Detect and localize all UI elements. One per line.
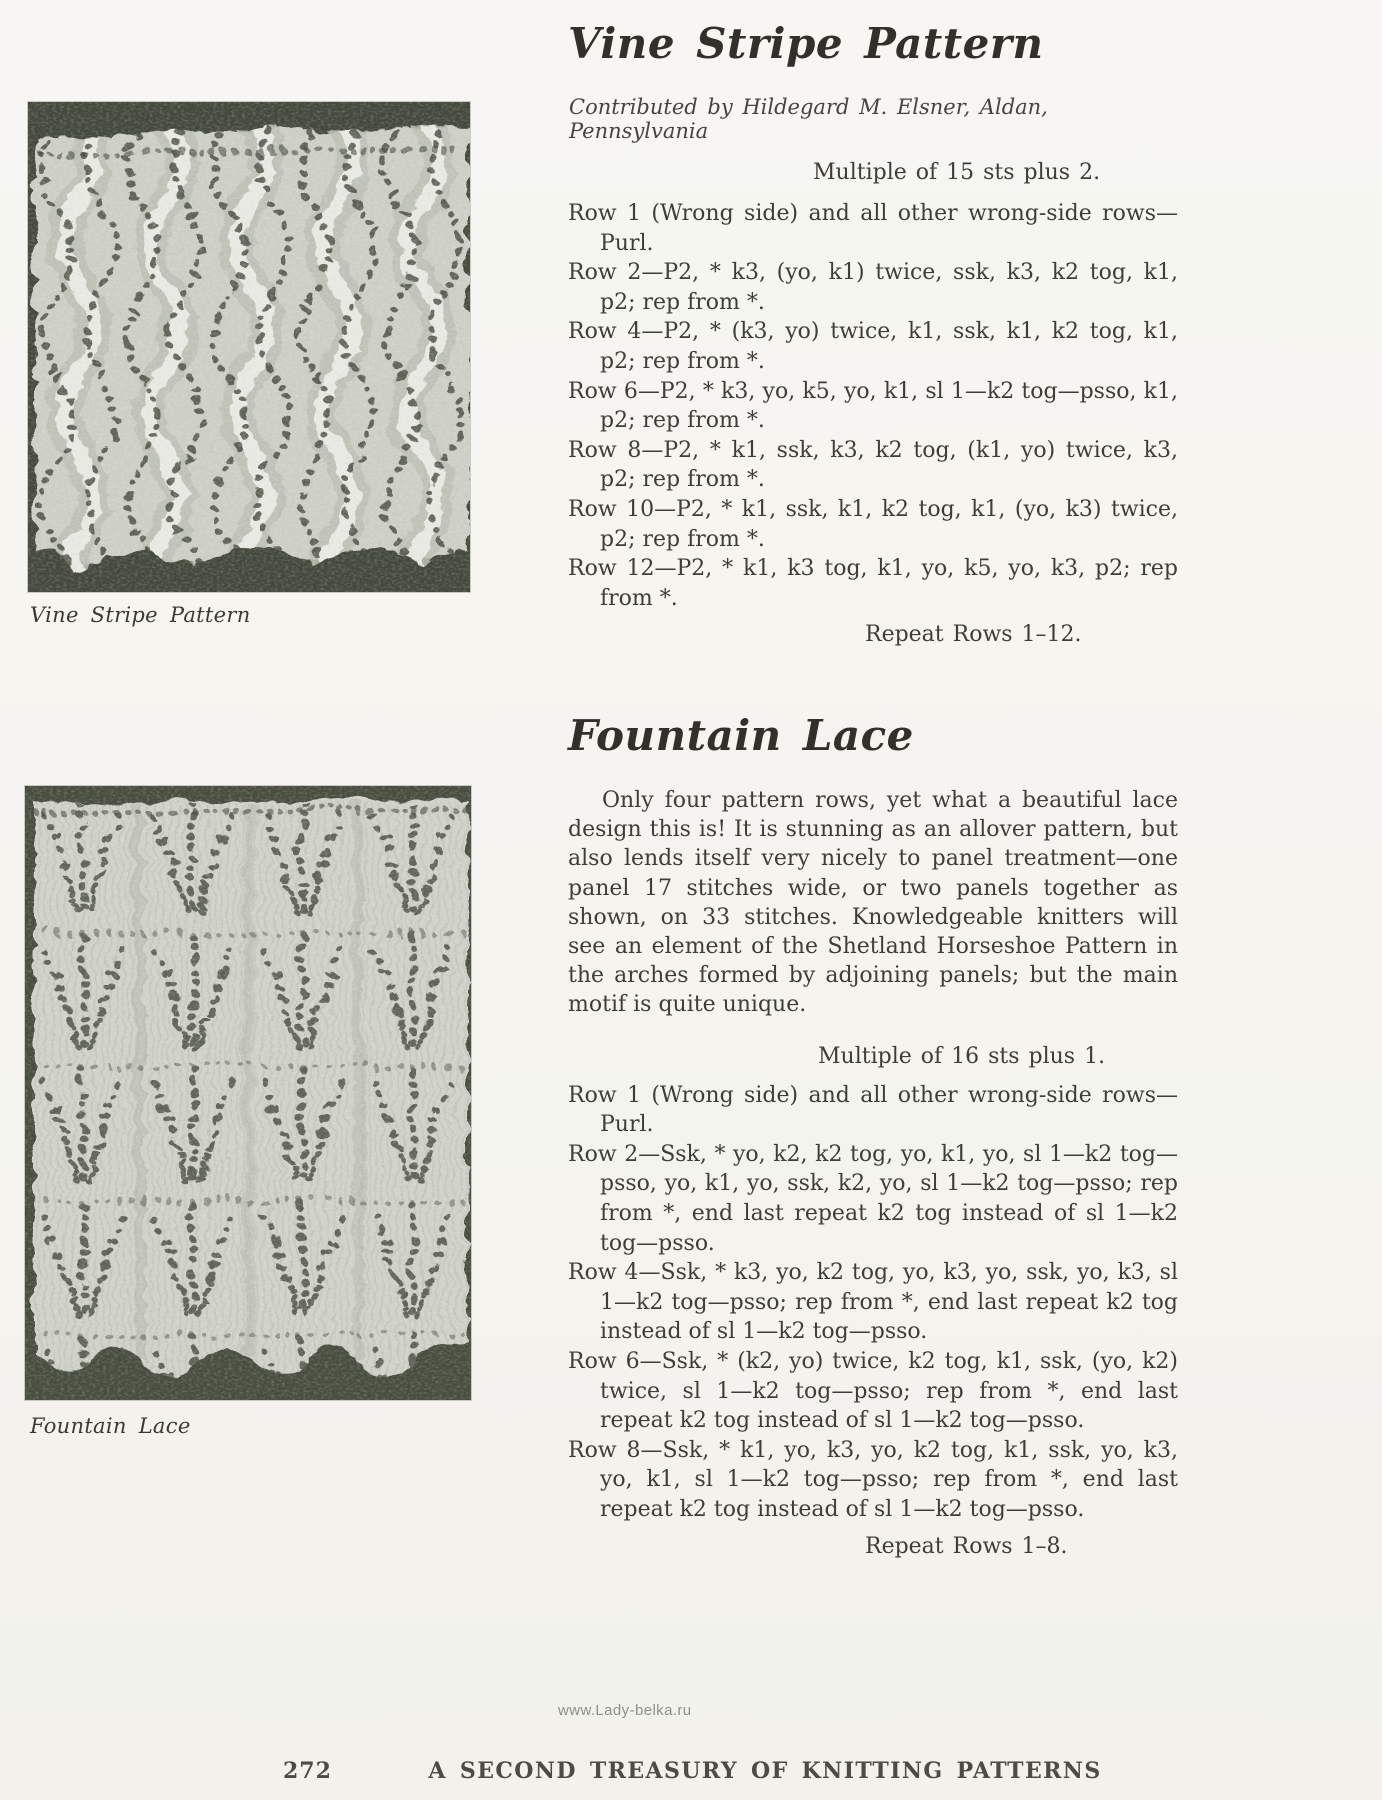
vine-row-10: Row 10—P2, * k1, ssk, k1, k2 tog, k1, (yo, k3) twice, p2; rep from *. <box>568 496 1178 552</box>
vine-stripe-title: Vine Stripe Pattern <box>568 19 1044 68</box>
fountain-intro-paragraph: Only four pattern rows, yet what a beautiful lace design this is! It is stunning as an allover pattern, but also lends itself very nicely to panel treatment—one panel 17 stitches wide, or two panels together as shown, on 33 stitches. Knowledgeable knitters will see an element of the Shetland Horseshoe Pattern in the arches formed by adjoining panels; but the main motif is quite unique. <box>568 788 1178 1018</box>
vine-repeat-line: Repeat Rows 1–12. <box>865 622 1082 648</box>
vine-row-2: Row 2—P2, * k3, (yo, k1) twice, ssk, k3, k2 tog, k1, p2; rep from *. <box>568 260 1178 315</box>
vine-row-8: Row 8—P2, * k1, ssk, k3, k2 tog, (k1, yo) twice, k3, p2; rep from *. <box>568 437 1178 493</box>
vine-row-4: Row 4—P2, * (k3, yo) twice, k1, ssk, k1, k2 tog, k1, p2; rep from *. <box>568 319 1178 374</box>
vine-row-6: Row 6—P2, * k3, yo, k5, yo, k1, sl 1—k2 tog—psso, k1, p2; rep from *. <box>568 378 1178 434</box>
fountain-row-6: Row 6—Ssk, * (k2, yo) twice, k2 tog, k1, ssk, (yo, k2) twice, sl 1—k2 tog—psso; rep from *, end last repeat k2 tog instead of sl 1—k2 tog—psso. <box>568 1349 1178 1434</box>
fountain-lace-title: Fountain Lace <box>568 711 914 760</box>
fountain-row-8: Row 8—Ssk, * k1, yo, k3, yo, k2 tog, k1, ssk, yo, k3, yo, k1, sl 1—k2 tog—psso; rep from *, end last repeat k2 tog instead of sl 1—k2 tog—psso. <box>568 1437 1178 1522</box>
knitted-lace-texture-vine <box>28 102 470 592</box>
vine-row-1: Row 1 (Wrong side) and all other wrong-side rows—Purl. <box>568 201 1178 256</box>
watermark-url: www.Lady-belka.ru <box>558 1702 692 1719</box>
running-footer-book-title: A SECOND TREASURY OF KNITTING PATTERNS <box>428 1758 1102 1784</box>
fountain-row-4: Row 4—Ssk, * k3, yo, k2 tog, yo, k3, yo, ssk, yo, k3, sl 1—k2 tog—psso; rep from *, end last repeat k2 tog instead of sl 1—k2 tog—psso. <box>568 1260 1178 1345</box>
knitted-lace-texture-fountain <box>25 786 471 1400</box>
fountain-lace-photo-caption: Fountain Lace <box>30 1414 191 1438</box>
vine-row-12: Row 12—P2, * k1, k3 tog, k1, yo, k5, yo, k3, p2; rep from *. <box>568 556 1178 611</box>
vine-instructions <box>568 199 1178 613</box>
fountain-row-1: Row 1 (Wrong side) and all other wrong-side rows—Purl. <box>568 1082 1178 1138</box>
fountain-multiple-line: Multiple of 16 sts plus 1. <box>818 1043 1106 1069</box>
fountain-lace-swatch-photo <box>25 786 471 1400</box>
vine-stripe-photo-caption: Vine Stripe Pattern <box>30 603 251 627</box>
vine-multiple-line: Multiple of 15 sts plus 2. <box>813 160 1101 186</box>
fountain-lace-section <box>568 712 1178 1559</box>
vine-stripe-section <box>568 20 1178 647</box>
page-number: 272 <box>283 1758 332 1784</box>
vine-contributed-line: Contributed by Hildegard M. Elsner, Aldan, Pennsylvania <box>569 95 1048 144</box>
vine-stripe-swatch-photo <box>28 102 470 592</box>
fountain-repeat-line: Repeat Rows 1–8. <box>865 1533 1068 1559</box>
fountain-row-2: Row 2—Ssk, * yo, k2, k2 tog, yo, k1, yo, sl 1—k2 tog—psso, yo, k1, yo, ssk, k2, yo, sl 1—k2 tog—psso; rep from *, end last repeat k2 tog instead of sl 1—k2 tog—psso. <box>568 1141 1178 1256</box>
fountain-instructions <box>568 1081 1178 1525</box>
